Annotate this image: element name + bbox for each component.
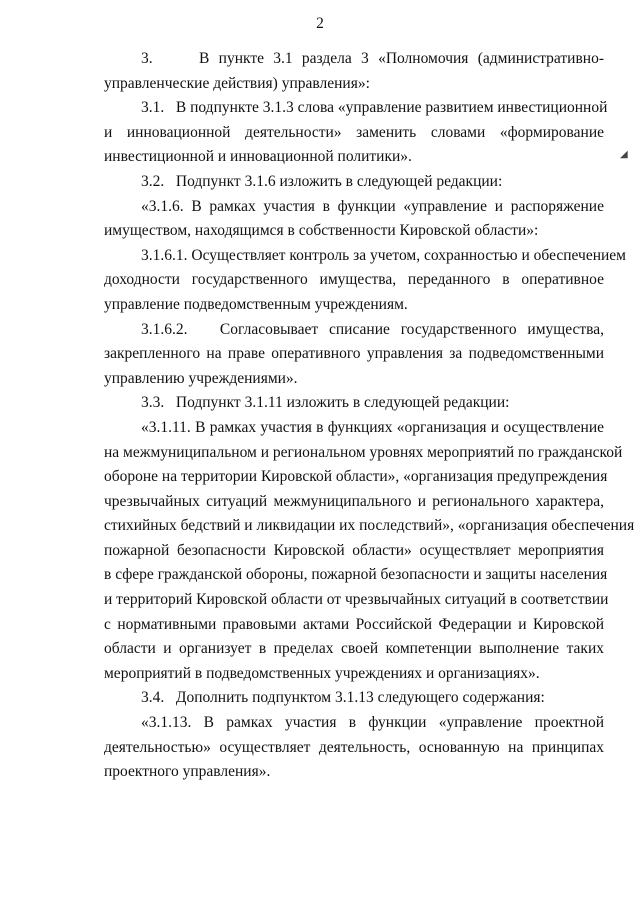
text-line: деятельностью» осуществляет деятельность, основанную на принципах (104, 738, 604, 756)
text-line: 3. В пункте 3.1 раздела 3 «Полномочия (административно- (141, 50, 604, 67)
text-line: на межмуниципальном и региональном уровнях мероприятий по гражданской (104, 443, 623, 461)
text-line: «3.1.6. В рамках участия в функции «управление и распоряжение (141, 197, 604, 215)
text-line: пожарной безопасности Кировской области» осуществляет мероприятия (104, 541, 604, 559)
text-line: инвестиционной и инновационной политики». (104, 148, 412, 166)
paragraph (104, 711, 604, 785)
text-line: 3.2. Подпункт 3.1.6 изложить в следующей редакции: (141, 172, 503, 190)
paragraph (104, 170, 604, 195)
text-line: имуществом, находящимся в собственности Кировской области»: (104, 222, 539, 240)
text-line: с нормативными правовыми актами Российской Федерации и Кировской (104, 615, 604, 633)
text-line: стихийных бедствий и ликвидации их последствий», «организация обеспечения (104, 517, 635, 535)
text-line: «3.1.11. В рамках участия в функциях «организация и осуществление (141, 418, 604, 436)
text-line: обороне на территории Кировской области», «организация предупреждения (104, 468, 608, 486)
text-line: мероприятий в подведомственных учреждениях и организациях». (104, 664, 540, 682)
paragraph (104, 195, 604, 244)
text-line: области и организует в пределах своей компетенции выполнение таких (104, 640, 604, 658)
text-line: 3.1.6.2. Согласовывает списание государственного имущества, (141, 320, 604, 338)
text-line: 3.1. В подпункте 3.1.3 слова «управление развитием инвестиционной (141, 99, 608, 117)
document-body (104, 47, 635, 785)
text-line: 3.4. Дополнить подпунктом 3.1.13 следующего содержания: (141, 689, 545, 707)
paragraph (104, 391, 604, 416)
paragraph (104, 686, 604, 711)
text-line: «3.1.13. В рамках участия в функции «управление проектной (141, 714, 604, 732)
text-line: в сфере гражданской обороны, пожарной безопасности и защиты населения (104, 566, 608, 584)
page-number: 2 (316, 15, 324, 32)
text-line: управлению учреждениями». (104, 369, 298, 387)
text-line: управление подведомственным учреждениям. (104, 295, 408, 313)
text-line: проектного управления». (104, 763, 271, 781)
text-line: и инновационной деятельности» заменить словами «формирование (104, 123, 604, 141)
text-line: доходности государственного имущества, переданного в оперативное (104, 271, 604, 289)
text-line: закрепленного на праве оперативного управления за подведомственными (104, 345, 604, 363)
text-line: 3.3. Подпункт 3.1.11 изложить в следующей редакции: (141, 394, 510, 412)
paragraph (104, 244, 626, 318)
text-line: чрезвычайных ситуаций межмуниципального и регионального характера, (104, 492, 604, 510)
paragraph (104, 47, 604, 96)
text-line: 3.1.6.1. Осуществляет контроль за учетом, сохранностью и обеспечением (141, 246, 626, 264)
text-line: управленческие действия) управления»: (104, 74, 370, 92)
text-line: и территорий Кировской области от чрезвычайных ситуаций в соответствии (104, 591, 609, 609)
paragraph (104, 318, 604, 392)
paragraph (104, 416, 635, 687)
paragraph (104, 96, 608, 170)
margin-mark: ◢ (620, 149, 628, 160)
